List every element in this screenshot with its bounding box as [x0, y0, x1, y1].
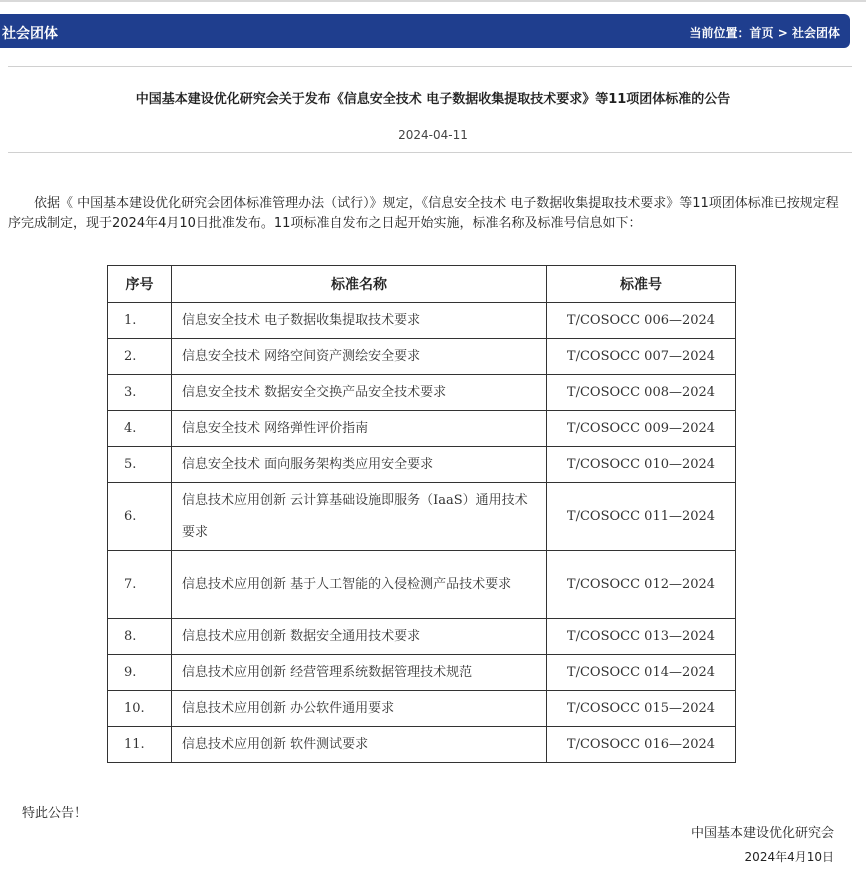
row-number: 8. [108, 619, 172, 655]
article-title: 中国基本建设优化研究会关于发布《信息安全技术 电子数据收集提取技术要求》等11项团体标准的公告 [135, 92, 731, 107]
table-row [108, 447, 736, 483]
table-row [108, 551, 736, 619]
divider-bottom [8, 152, 852, 153]
table-row [108, 691, 736, 727]
standard-code: T/COSOCC 008—2024 [547, 375, 736, 411]
section-title: 社会团体 [2, 26, 58, 42]
breadcrumb-label: 当前位置： [689, 26, 750, 40]
row-number: 7. [108, 551, 172, 619]
standard-name: 信息安全技术 面向服务架构类应用安全要求 [172, 447, 547, 483]
header-code: 标准号 [547, 266, 736, 303]
article-intro: 依据《 中国基本建设优化研究会团体标准管理办法（试行）》规定，《信息安全技术 电子数据收集提取技术要求》等11项团体标准已按规定程序完成制定，现于2024年4月10日批准发布。11项标准自发布之日起开始实施，标准名称及标准号信息如下： [8, 196, 839, 231]
standard-code: T/COSOCC 014—2024 [547, 655, 736, 691]
table-row [108, 655, 736, 691]
row-number: 11. [108, 727, 172, 763]
row-number: 1. [108, 303, 172, 339]
standard-code: T/COSOCC 009—2024 [547, 411, 736, 447]
standard-code: T/COSOCC 006—2024 [547, 303, 736, 339]
signature-org: 中国基本建设优化研究会 [690, 826, 834, 841]
row-number: 5. [108, 447, 172, 483]
standards-table [107, 265, 736, 763]
table-row [108, 303, 736, 339]
table-row [108, 339, 736, 375]
standard-code: T/COSOCC 016—2024 [547, 727, 736, 763]
divider-top [8, 66, 852, 67]
closing-text: 特此公告！ [22, 806, 88, 821]
row-number: 6. [108, 483, 172, 551]
standard-name: 信息安全技术 网络弹性评价指南 [172, 411, 547, 447]
table-row [108, 619, 736, 655]
standard-name: 信息安全技术 电子数据收集提取技术要求 [172, 303, 547, 339]
table-header-row [108, 266, 736, 303]
signature-date: 2024年4月10日 [744, 850, 834, 864]
standard-name: 信息技术应用创新 数据安全通用技术要求 [172, 619, 547, 655]
standard-name: 信息技术应用创新 办公软件通用要求 [172, 691, 547, 727]
standard-code: T/COSOCC 015—2024 [547, 691, 736, 727]
row-number: 10. [108, 691, 172, 727]
row-number: 3. [108, 375, 172, 411]
standard-name: 信息技术应用创新 经营管理系统数据管理技术规范 [172, 655, 547, 691]
row-number: 2. [108, 339, 172, 375]
table-row [108, 375, 736, 411]
standard-name: 信息技术应用创新 云计算基础设施即服务（IaaS）通用技术要求 [172, 483, 547, 551]
standard-name: 信息技术应用创新 基于人工智能的入侵检测产品技术要求 [172, 551, 547, 619]
table-row [108, 411, 736, 447]
header-name: 标准名称 [172, 266, 547, 303]
breadcrumb [690, 24, 840, 41]
header-no: 序号 [108, 266, 172, 303]
table-row [108, 483, 736, 551]
standard-name: 信息安全技术 网络空间资产测绘安全要求 [172, 339, 547, 375]
standard-name: 信息技术应用创新 软件测试要求 [172, 727, 547, 763]
standard-code: T/COSOCC 013—2024 [547, 619, 736, 655]
breadcrumb-home-link[interactable]: 首页 [749, 26, 774, 40]
standard-code: T/COSOCC 010—2024 [547, 447, 736, 483]
standard-code: T/COSOCC 012—2024 [547, 551, 736, 619]
row-number: 4. [108, 411, 172, 447]
article-date: 2024-04-11 [398, 128, 468, 142]
standard-code: T/COSOCC 011—2024 [547, 483, 736, 551]
top-divider [0, 0, 866, 2]
breadcrumb-separator: > [773, 26, 792, 40]
section-header-bar [0, 14, 850, 48]
standard-code: T/COSOCC 007—2024 [547, 339, 736, 375]
standard-name: 信息安全技术 数据安全交换产品安全技术要求 [172, 375, 547, 411]
table-row [108, 727, 736, 763]
row-number: 9. [108, 655, 172, 691]
breadcrumb-current-link[interactable]: 社会团体 [791, 26, 840, 40]
